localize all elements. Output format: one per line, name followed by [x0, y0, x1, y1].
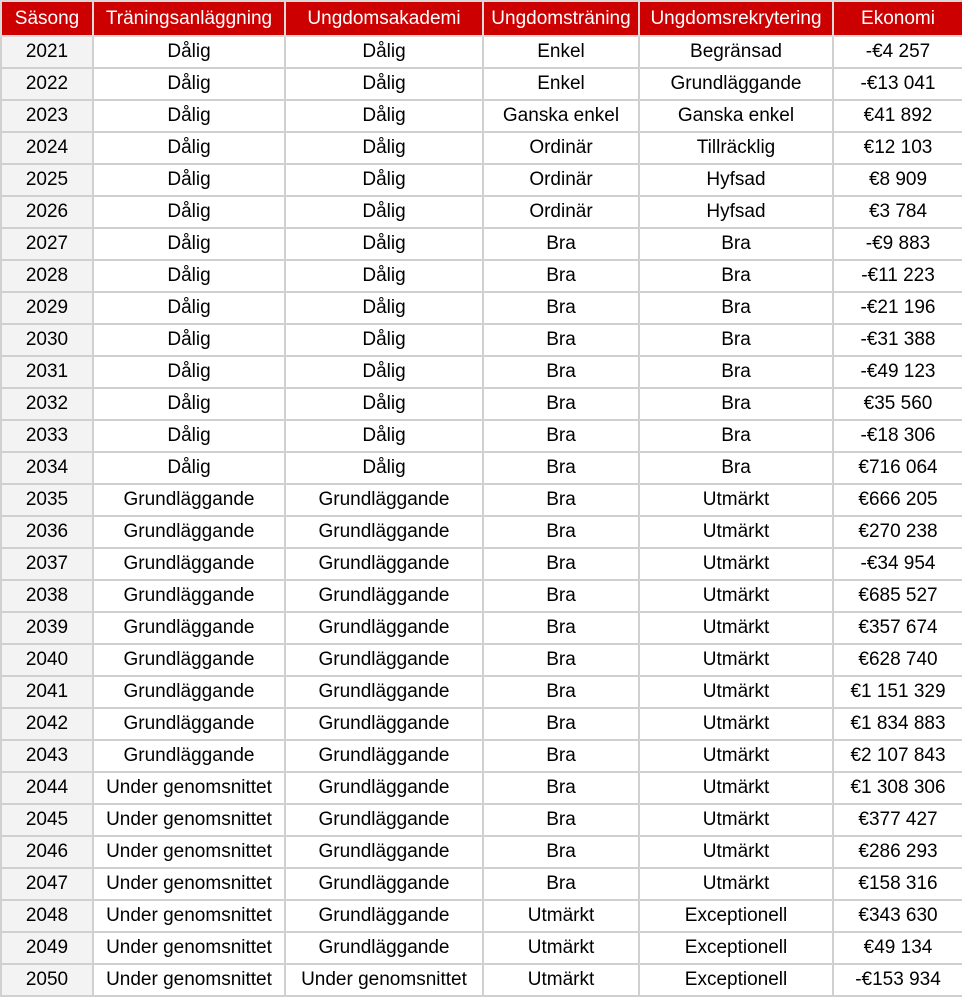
finances-cell: €1 834 883 [833, 708, 962, 740]
training-facility-cell: Grundläggande [93, 548, 285, 580]
training-facility-cell: Grundläggande [93, 516, 285, 548]
youth-academy-cell: Dålig [285, 388, 483, 420]
youth-training-cell: Bra [483, 676, 639, 708]
youth-recruitment-cell: Utmärkt [639, 708, 833, 740]
youth-academy-cell: Grundläggande [285, 580, 483, 612]
table-row [1, 644, 962, 676]
youth-training-cell: Ganska enkel [483, 100, 639, 132]
youth-training-cell: Bra [483, 548, 639, 580]
training-facility-cell: Under genomsnittet [93, 932, 285, 964]
finances-cell: €286 293 [833, 836, 962, 868]
season-cell: 2039 [1, 612, 93, 644]
season-cell: 2021 [1, 36, 93, 68]
training-facility-cell: Dålig [93, 452, 285, 484]
season-cell: 2043 [1, 740, 93, 772]
youth-recruitment-cell: Utmärkt [639, 484, 833, 516]
column-header-season: Säsong [1, 1, 93, 36]
table-row [1, 36, 962, 68]
youth-training-cell: Ordinär [483, 196, 639, 228]
youth-recruitment-cell: Exceptionell [639, 932, 833, 964]
youth-training-cell: Utmärkt [483, 932, 639, 964]
table-row [1, 516, 962, 548]
youth-academy-cell: Grundläggande [285, 644, 483, 676]
youth-recruitment-cell: Bra [639, 388, 833, 420]
finances-cell: €357 674 [833, 612, 962, 644]
youth-recruitment-cell: Utmärkt [639, 804, 833, 836]
youth-training-cell: Bra [483, 580, 639, 612]
youth-recruitment-cell: Bra [639, 260, 833, 292]
season-cell: 2032 [1, 388, 93, 420]
training-facility-cell: Dålig [93, 420, 285, 452]
finances-cell: €41 892 [833, 100, 962, 132]
youth-training-cell: Bra [483, 740, 639, 772]
season-cell: 2028 [1, 260, 93, 292]
finances-cell: -€49 123 [833, 356, 962, 388]
table-row [1, 356, 962, 388]
youth-academy-cell: Dålig [285, 228, 483, 260]
youth-training-cell: Bra [483, 708, 639, 740]
finances-cell: -€21 196 [833, 292, 962, 324]
season-cell: 2025 [1, 164, 93, 196]
youth-academy-cell: Grundläggande [285, 932, 483, 964]
youth-training-cell: Bra [483, 612, 639, 644]
season-cell: 2023 [1, 100, 93, 132]
season-cell: 2029 [1, 292, 93, 324]
youth-training-cell: Utmärkt [483, 900, 639, 932]
season-cell: 2049 [1, 932, 93, 964]
table-row [1, 804, 962, 836]
table-row [1, 164, 962, 196]
youth-recruitment-cell: Bra [639, 228, 833, 260]
youth-academy-cell: Grundläggande [285, 484, 483, 516]
youth-training-cell: Ordinär [483, 132, 639, 164]
season-cell: 2045 [1, 804, 93, 836]
training-facility-cell: Dålig [93, 36, 285, 68]
training-facility-cell: Under genomsnittet [93, 868, 285, 900]
table-row [1, 740, 962, 772]
training-facility-cell: Grundläggande [93, 484, 285, 516]
youth-recruitment-cell: Bra [639, 452, 833, 484]
youth-academy-cell: Grundläggande [285, 772, 483, 804]
youth-training-cell: Bra [483, 484, 639, 516]
table-row [1, 868, 962, 900]
youth-academy-cell: Dålig [285, 356, 483, 388]
training-facility-cell: Dålig [93, 388, 285, 420]
youth-academy-cell: Grundläggande [285, 900, 483, 932]
youth-academy-cell: Grundläggande [285, 836, 483, 868]
season-cell: 2050 [1, 964, 93, 996]
table-row [1, 228, 962, 260]
youth-academy-cell: Dålig [285, 132, 483, 164]
finances-cell: €35 560 [833, 388, 962, 420]
table-row [1, 388, 962, 420]
finances-cell: -€4 257 [833, 36, 962, 68]
table-row [1, 292, 962, 324]
season-cell: 2027 [1, 228, 93, 260]
season-cell: 2037 [1, 548, 93, 580]
finances-cell: -€31 388 [833, 324, 962, 356]
column-header-youth-recruitment: Ungdomsrekrytering [639, 1, 833, 36]
season-cell: 2022 [1, 68, 93, 100]
finances-cell: €1 308 306 [833, 772, 962, 804]
training-facility-cell: Grundläggande [93, 644, 285, 676]
youth-training-cell: Bra [483, 452, 639, 484]
youth-training-cell: Bra [483, 516, 639, 548]
youth-academy-cell: Grundläggande [285, 740, 483, 772]
season-cell: 2042 [1, 708, 93, 740]
youth-academy-cell: Grundläggande [285, 548, 483, 580]
youth-recruitment-cell: Bra [639, 324, 833, 356]
table-row [1, 964, 962, 996]
training-facility-cell: Dålig [93, 196, 285, 228]
youth-recruitment-cell: Bra [639, 292, 833, 324]
youth-academy-cell: Grundläggande [285, 708, 483, 740]
youth-training-cell: Bra [483, 836, 639, 868]
training-facility-cell: Grundläggande [93, 708, 285, 740]
youth-recruitment-cell: Hyfsad [639, 164, 833, 196]
youth-recruitment-cell: Utmärkt [639, 740, 833, 772]
youth-training-cell: Ordinär [483, 164, 639, 196]
youth-training-cell: Bra [483, 324, 639, 356]
season-cell: 2047 [1, 868, 93, 900]
youth-academy-cell: Dålig [285, 420, 483, 452]
youth-recruitment-cell: Utmärkt [639, 868, 833, 900]
training-facility-cell: Grundläggande [93, 740, 285, 772]
training-facility-cell: Dålig [93, 324, 285, 356]
youth-academy-cell: Dålig [285, 100, 483, 132]
youth-recruitment-cell: Utmärkt [639, 580, 833, 612]
youth-training-cell: Bra [483, 772, 639, 804]
training-facility-cell: Dålig [93, 260, 285, 292]
table-row [1, 68, 962, 100]
finances-cell: €343 630 [833, 900, 962, 932]
youth-training-cell: Bra [483, 644, 639, 676]
table-row [1, 676, 962, 708]
finances-cell: €49 134 [833, 932, 962, 964]
youth-recruitment-cell: Bra [639, 420, 833, 452]
table-row [1, 420, 962, 452]
youth-training-cell: Utmärkt [483, 964, 639, 996]
youth-recruitment-cell: Hyfsad [639, 196, 833, 228]
table-row [1, 132, 962, 164]
finances-cell: €8 909 [833, 164, 962, 196]
youth-recruitment-cell: Utmärkt [639, 548, 833, 580]
training-facility-cell: Dålig [93, 100, 285, 132]
season-cell: 2038 [1, 580, 93, 612]
finances-cell: €685 527 [833, 580, 962, 612]
youth-training-cell: Bra [483, 260, 639, 292]
finances-cell: €1 151 329 [833, 676, 962, 708]
training-facility-cell: Dålig [93, 228, 285, 260]
season-cell: 2036 [1, 516, 93, 548]
youth-academy-cell: Dålig [285, 164, 483, 196]
youth-training-cell: Enkel [483, 68, 639, 100]
finances-cell: €628 740 [833, 644, 962, 676]
table-row [1, 196, 962, 228]
youth-training-cell: Bra [483, 420, 639, 452]
training-facility-cell: Dålig [93, 356, 285, 388]
season-cell: 2026 [1, 196, 93, 228]
youth-recruitment-cell: Utmärkt [639, 772, 833, 804]
finances-cell: €12 103 [833, 132, 962, 164]
finances-cell: €3 784 [833, 196, 962, 228]
youth-academy-cell: Dålig [285, 324, 483, 356]
table-row [1, 772, 962, 804]
finances-cell: -€153 934 [833, 964, 962, 996]
youth-academy-cell: Grundläggande [285, 612, 483, 644]
youth-academy-cell: Dålig [285, 68, 483, 100]
season-cell: 2041 [1, 676, 93, 708]
finances-cell: €2 107 843 [833, 740, 962, 772]
training-facility-cell: Dålig [93, 164, 285, 196]
youth-recruitment-cell: Grundläggande [639, 68, 833, 100]
youth-academy-cell: Grundläggande [285, 516, 483, 548]
youth-recruitment-cell: Utmärkt [639, 676, 833, 708]
column-header-youth-training: Ungdomsträning [483, 1, 639, 36]
youth-recruitment-cell: Begränsad [639, 36, 833, 68]
training-facility-cell: Dålig [93, 68, 285, 100]
youth-academy-cell: Grundläggande [285, 868, 483, 900]
table-row [1, 452, 962, 484]
table-row [1, 612, 962, 644]
season-cell: 2046 [1, 836, 93, 868]
table-row [1, 324, 962, 356]
youth-recruitment-cell: Ganska enkel [639, 100, 833, 132]
training-facility-cell: Under genomsnittet [93, 804, 285, 836]
youth-training-cell: Bra [483, 804, 639, 836]
youth-training-cell: Bra [483, 388, 639, 420]
training-facility-cell: Grundläggande [93, 580, 285, 612]
youth-recruitment-cell: Utmärkt [639, 836, 833, 868]
table-row [1, 932, 962, 964]
training-facility-cell: Dålig [93, 292, 285, 324]
table-row [1, 580, 962, 612]
season-cell: 2030 [1, 324, 93, 356]
finances-cell: -€11 223 [833, 260, 962, 292]
finances-cell: €158 316 [833, 868, 962, 900]
youth-academy-cell: Dålig [285, 196, 483, 228]
season-cell: 2031 [1, 356, 93, 388]
header-row [1, 1, 962, 36]
table-row [1, 708, 962, 740]
finances-cell: -€13 041 [833, 68, 962, 100]
youth-recruitment-cell: Bra [639, 356, 833, 388]
table-body [1, 36, 962, 996]
season-cell: 2044 [1, 772, 93, 804]
column-header-youth-academy: Ungdomsakademi [285, 1, 483, 36]
finances-cell: -€9 883 [833, 228, 962, 260]
finances-cell: €377 427 [833, 804, 962, 836]
youth-recruitment-cell: Utmärkt [639, 516, 833, 548]
youth-academy-cell: Dålig [285, 292, 483, 324]
season-cell: 2033 [1, 420, 93, 452]
finances-cell: -€18 306 [833, 420, 962, 452]
finances-cell: €270 238 [833, 516, 962, 548]
season-cell: 2035 [1, 484, 93, 516]
training-facility-cell: Grundläggande [93, 676, 285, 708]
column-header-training-facility: Träningsanläggning [93, 1, 285, 36]
table-row [1, 548, 962, 580]
youth-training-cell: Bra [483, 228, 639, 260]
youth-training-cell: Bra [483, 356, 639, 388]
youth-training-cell: Bra [483, 868, 639, 900]
youth-training-cell: Enkel [483, 36, 639, 68]
finances-cell: €716 064 [833, 452, 962, 484]
season-cell: 2040 [1, 644, 93, 676]
column-header-finances: Ekonomi [833, 1, 962, 36]
season-cell: 2048 [1, 900, 93, 932]
youth-recruitment-cell: Utmärkt [639, 612, 833, 644]
training-facility-cell: Under genomsnittet [93, 964, 285, 996]
youth-academy-cell: Dålig [285, 36, 483, 68]
youth-academy-cell: Dålig [285, 260, 483, 292]
youth-academy-cell: Under genomsnittet [285, 964, 483, 996]
season-cell: 2024 [1, 132, 93, 164]
youth-recruitment-cell: Tillräcklig [639, 132, 833, 164]
youth-recruitment-cell: Exceptionell [639, 964, 833, 996]
youth-recruitment-cell: Exceptionell [639, 900, 833, 932]
youth-recruitment-cell: Utmärkt [639, 644, 833, 676]
youth-training-cell: Bra [483, 292, 639, 324]
season-cell: 2034 [1, 452, 93, 484]
training-facility-cell: Under genomsnittet [93, 836, 285, 868]
table-row [1, 484, 962, 516]
finances-cell: -€34 954 [833, 548, 962, 580]
youth-academy-cell: Grundläggande [285, 676, 483, 708]
table-row [1, 900, 962, 932]
table-row [1, 836, 962, 868]
youth-academy-cell: Dålig [285, 452, 483, 484]
training-facility-cell: Grundläggande [93, 612, 285, 644]
youth-academy-cell: Grundläggande [285, 804, 483, 836]
finances-cell: €666 205 [833, 484, 962, 516]
table-row [1, 100, 962, 132]
training-facility-cell: Under genomsnittet [93, 772, 285, 804]
table-row [1, 260, 962, 292]
training-facility-cell: Under genomsnittet [93, 900, 285, 932]
training-facility-cell: Dålig [93, 132, 285, 164]
